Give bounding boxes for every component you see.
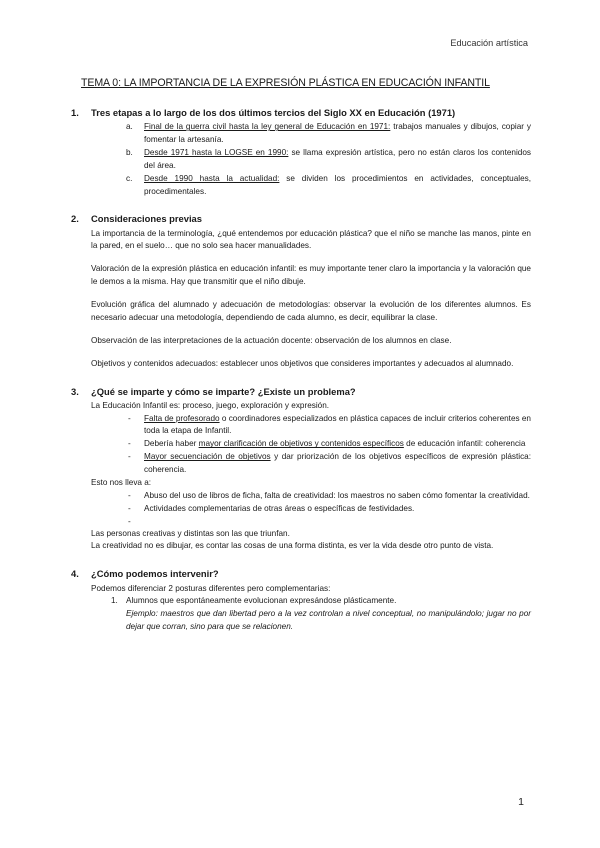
list-marker: - [128,452,131,462]
list-marker: - [128,439,131,449]
list-item [71,121,531,147]
paragraph: Valoración de la expresión plástica en educación infantil: es muy importante tener claro la importancia y la valoración que le demos a la misma. Hay que transmitir que el niño dibuje. [91,264,531,287]
section-number: 2. [71,213,79,225]
section-heading-1 [71,106,531,119]
section-title: Consideraciones previas [91,213,202,225]
section-number: 4. [71,568,79,580]
section-heading-3 [71,385,531,398]
paragraph: Las personas creativas y distintas son las que triunfan. [91,528,290,538]
section-heading-4 [71,567,531,580]
list-item [71,413,531,439]
paragraph: Esto nos lleva a: [91,477,152,487]
underlined-text: Final de la guerra civil hasta la ley general de Educación en 1971: [144,122,391,132]
problems-list [71,413,531,477]
item-text: Alumnos que espontáneamente evolucionan expresándose plásticamente. [126,596,397,606]
list-marker: - [128,490,131,500]
item-text: de educación infantil: coherencia [403,439,526,449]
document-title: TEMA 0: LA IMPORTANCIA DE LA EXPRESIÓN PLÁSTICA EN EDUCACIÓN INFANTIL [81,77,490,89]
section-title: Tres etapas a lo largo de los dos últimos tercios del Siglo XX en Educación (1971) [91,107,456,118]
paragraph: Podemos diferenciar 2 posturas diferentes pero complementarias: [91,583,331,593]
section-number: 1. [71,107,79,118]
list-marker: a. [126,122,133,132]
page-header: Educación artística [450,38,528,48]
list-marker: - [128,413,131,423]
list-item [71,490,531,503]
postures-list [71,595,531,634]
list-item [71,503,531,516]
underlined-text: mayor clarificación de objetivos y contenidos específicos [198,439,404,449]
stages-list [71,121,531,198]
paragraph: Evolución gráfica del alumnado y adecuación de metodologías: observar la evolución de los diferentes alumnos. Es necesario adecuar una metodología, dependiendo de cada alumno, es decir, equilibrar la clase. [91,300,531,322]
section-title: ¿Qué se imparte y cómo se imparte? ¿Existe un problema? [91,385,356,397]
underlined-text: Desde 1971 hasta la LOGSE en 1990: [144,147,289,157]
item-text: trabajos manuales y dibujos, copiar y fomentar la artesanía. [144,122,531,145]
page-number: 1 [518,796,524,808]
underlined-text: Mayor secuenciación de objetivos [144,452,271,462]
example-text: Ejemplo: maestros que dan libertad pero a la vez controlan a nivel conceptual, no manipulándolo; jugar no por dejar que corran, sino para que se relacionen. [126,609,531,632]
item-text: se dividen los procedimientos en actividades, conceptuales, procedimentales. [144,173,532,196]
item-text: Abuso del uso de libros de ficha, falta de creatividad: los maestros no saben cómo fomentar la creatividad. [144,490,530,500]
list-item [71,516,531,528]
list-marker: c. [126,173,133,183]
document-body [71,106,531,634]
list-item [71,147,531,173]
paragraph: La creatividad no es dibujar, es contar las cosas de una forma distinta, es ver la vida desde otro punto de vista. [91,541,494,551]
paragraph: La importancia de la terminología, ¿qué entendemos por educación plástica? que el niño se manche las manos, pinte en la pared, en el suelo… que no solo sea hacer manualidades. [91,228,531,251]
item-text: se llama expresión artística, pero no están claros los contenidos del área. [144,147,531,170]
section-title: ¿Cómo podemos intervenir? [91,568,219,580]
item-text: Debería haber [144,439,199,449]
section-number: 3. [71,385,79,397]
item-text: o coordinadores especializados en plástica capaces de incluir criterios coherentes en toda la etapa de Infantil. [144,413,531,436]
paragraph: Observación de las interpretaciones de la actuación docente: observación de los alumnos en clase. [91,335,452,345]
section-heading-2 [71,212,531,225]
list-item [71,595,531,634]
item-text: Actividades complementarias de otras áreas o específicas de festividades. [144,503,415,513]
underlined-text: Desde 1990 hasta la actualidad: [144,173,280,183]
item-text: y dar priorización de los objetivos específicos de expresión plástica: coherencia. [144,452,531,475]
underlined-text: Falta de profesorado [144,413,220,423]
list-item [71,438,531,451]
list-marker: 1. [111,596,118,606]
consequences-list [71,490,531,528]
list-marker: - [128,503,131,513]
paragraph: La Educación Infantil es: proceso, juego, exploración y expresión. [91,400,330,410]
list-marker: b. [126,147,133,157]
list-item [71,173,531,199]
list-marker: - [128,516,131,526]
list-item [71,451,531,477]
paragraph: Objetivos y contenidos adecuados: establecer unos objetivos que consideres importantes y adecuados al alumnado. [91,358,514,368]
